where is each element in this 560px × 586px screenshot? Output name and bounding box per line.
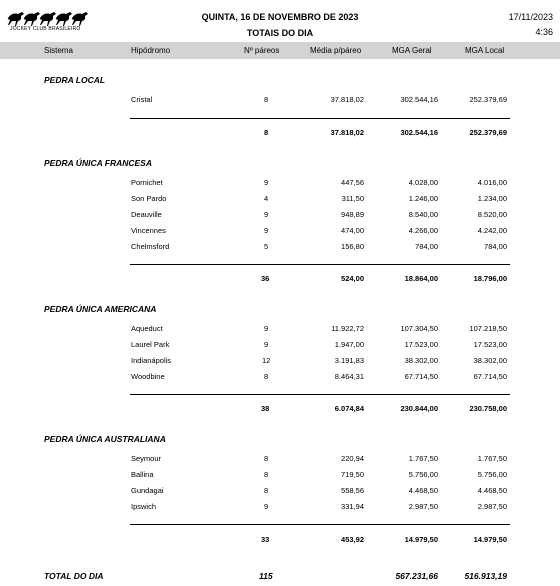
media-cell: 220,94 (341, 454, 364, 463)
pareos-cell: 8 (264, 454, 269, 463)
mga-geral-cell: 17.523,00 (404, 340, 438, 349)
subtotal-divider (130, 264, 510, 265)
subtotal-pareos: 38 (261, 404, 270, 413)
mga-local-cell: 1.767,50 (477, 454, 507, 463)
logo-caption: JOCKEY CLUB BRASILEIRO (10, 26, 81, 32)
mga-geral-cell: 4.028,00 (408, 178, 438, 187)
mga-local-cell: 5.756,00 (477, 470, 507, 479)
subtotal-pareos: 36 (261, 274, 270, 283)
subtotal-divider (130, 118, 510, 119)
pareos-cell: 8 (264, 470, 269, 479)
mga-geral-cell: 1.246,00 (408, 194, 438, 203)
report-date: 17/11/2023 (508, 12, 553, 22)
column-sistema: Sistema (44, 46, 73, 55)
grand-total-mga-geral: 567.231,66 (395, 571, 438, 581)
report-title: QUINTA, 16 DE NOVEMBRO DE 2023 (201, 12, 359, 22)
pareos-cell: 9 (264, 324, 269, 333)
hipodromo-cell: Aqueduct (131, 324, 163, 333)
mga-local-cell: 8.520,00 (477, 210, 507, 219)
media-cell: 447,56 (341, 178, 364, 187)
hipodromo-cell: Son Pardo (131, 194, 167, 203)
hipodromo-cell: Indianápolis (131, 356, 172, 365)
column-media: Média p/páreo (310, 46, 362, 55)
pareos-cell: 9 (264, 340, 269, 349)
pareos-cell: 8 (264, 372, 269, 381)
media-cell: 558,56 (341, 486, 364, 495)
hipodromo-cell: Seymour (131, 454, 162, 463)
mga-geral-cell: 5.756,00 (408, 470, 438, 479)
mga-local-cell: 4.468,50 (477, 486, 507, 495)
media-cell: 719,50 (341, 470, 364, 479)
column-pareos: Nº páreos (244, 46, 280, 55)
pareos-cell: 12 (262, 356, 271, 365)
subtotal-divider (130, 394, 510, 395)
pareos-cell: 9 (264, 210, 269, 219)
media-cell: 331,94 (341, 502, 364, 511)
mga-local-cell: 4.242,00 (477, 226, 507, 235)
media-cell: 8.464,31 (334, 372, 364, 381)
mga-local-cell: 67.714,50 (473, 372, 507, 381)
media-cell: 1.947,00 (334, 340, 364, 349)
mga-geral-cell: 302.544,16 (400, 95, 438, 104)
hipodromo-cell: Ipswich (131, 502, 157, 511)
column-hipodromo: Hipódromo (131, 46, 171, 55)
grand-total-mga-local: 516.913,19 (464, 571, 507, 581)
pareos-cell: 8 (264, 95, 269, 104)
subtotal-media: 6.074,84 (334, 404, 364, 413)
pareos-cell: 9 (264, 178, 269, 187)
mga-geral-cell: 8.540,00 (408, 210, 438, 219)
subtotal-mga-geral: 18.864,00 (404, 274, 438, 283)
mga-local-cell: 17.523,00 (473, 340, 507, 349)
media-cell: 37.818,02 (330, 95, 364, 104)
media-cell: 11.922,72 (331, 324, 364, 333)
grand-total-label: TOTAL DO DIA (44, 571, 104, 581)
subtotal-media: 453,92 (341, 535, 364, 544)
section-title: PEDRA ÚNICA FRANCESA (44, 158, 152, 168)
subtotal-mga-geral: 230.844,00 (400, 404, 438, 413)
media-cell: 311,50 (341, 194, 364, 203)
column-mga-local: MGA Local (465, 46, 505, 55)
mga-geral-cell: 4.468,50 (408, 486, 438, 495)
mga-local-cell: 4.016,00 (477, 178, 507, 187)
pareos-cell: 9 (264, 502, 269, 511)
mga-geral-cell: 38.302,00 (404, 356, 438, 365)
subtotal-mga-local: 14.979,50 (473, 535, 507, 544)
pareos-cell: 8 (264, 486, 269, 495)
grand-total-pareos: 115 (259, 571, 273, 581)
media-cell: 474,00 (341, 226, 364, 235)
hipodromo-cell: Ballina (131, 470, 154, 479)
subtotal-divider (130, 524, 510, 525)
media-cell: 156,80 (341, 242, 364, 251)
pareos-cell: 4 (264, 194, 269, 203)
mga-local-cell: 1.234,00 (477, 194, 507, 203)
section-title: PEDRA ÚNICA AMERICANA (44, 304, 157, 314)
subtotal-media: 37.818,02 (330, 128, 364, 137)
section-title: PEDRA LOCAL (44, 75, 106, 85)
pareos-cell: 9 (264, 226, 269, 235)
media-cell: 3.191,83 (334, 356, 364, 365)
mga-local-cell: 252.379,69 (469, 95, 507, 104)
pareos-cell: 5 (264, 242, 269, 251)
column-mga-geral: MGA Geral (392, 46, 432, 55)
mga-local-cell: 38.302,00 (473, 356, 507, 365)
subtotal-pareos: 8 (264, 128, 269, 137)
hipodromo-cell: Gundagai (131, 486, 164, 495)
subtotal-mga-local: 18.796,00 (473, 274, 507, 283)
mga-local-cell: 2.987,50 (477, 502, 507, 511)
mga-geral-cell: 4.266,00 (408, 226, 438, 235)
mga-local-cell: 107.218,50 (469, 324, 507, 333)
hipodromo-cell: Deauville (131, 210, 162, 219)
hipodromo-cell: Chelmsford (131, 242, 170, 251)
hipodromo-cell: Cristal (131, 95, 153, 104)
section-title: PEDRA ÚNICA AUSTRALIANA (44, 434, 166, 444)
subtotal-pareos: 33 (261, 535, 270, 544)
mga-local-cell: 784,00 (484, 242, 507, 251)
media-cell: 948,89 (341, 210, 364, 219)
mga-geral-cell: 67.714,50 (404, 372, 438, 381)
subtotal-mga-local: 252.379,69 (469, 128, 507, 137)
mga-geral-cell: 784,00 (415, 242, 438, 251)
subtotal-mga-geral: 302.544,16 (400, 128, 438, 137)
mga-geral-cell: 2.987,50 (408, 502, 438, 511)
mga-geral-cell: 107.304,50 (400, 324, 438, 333)
subtotal-media: 524,00 (341, 274, 364, 283)
report-subtitle: TOTAIS DO DIA (246, 28, 314, 38)
report-time: 4:36 (535, 27, 553, 37)
subtotal-mga-local: 230.758,00 (469, 404, 507, 413)
mga-geral-cell: 1.767,50 (408, 454, 438, 463)
hipodromo-cell: Vincennes (131, 226, 166, 235)
hipodromo-cell: Laurel Park (131, 340, 170, 349)
hipodromo-cell: Pornichet (131, 178, 163, 187)
subtotal-mga-geral: 14.979,50 (404, 535, 438, 544)
hipodromo-cell: Woodbine (131, 372, 165, 381)
